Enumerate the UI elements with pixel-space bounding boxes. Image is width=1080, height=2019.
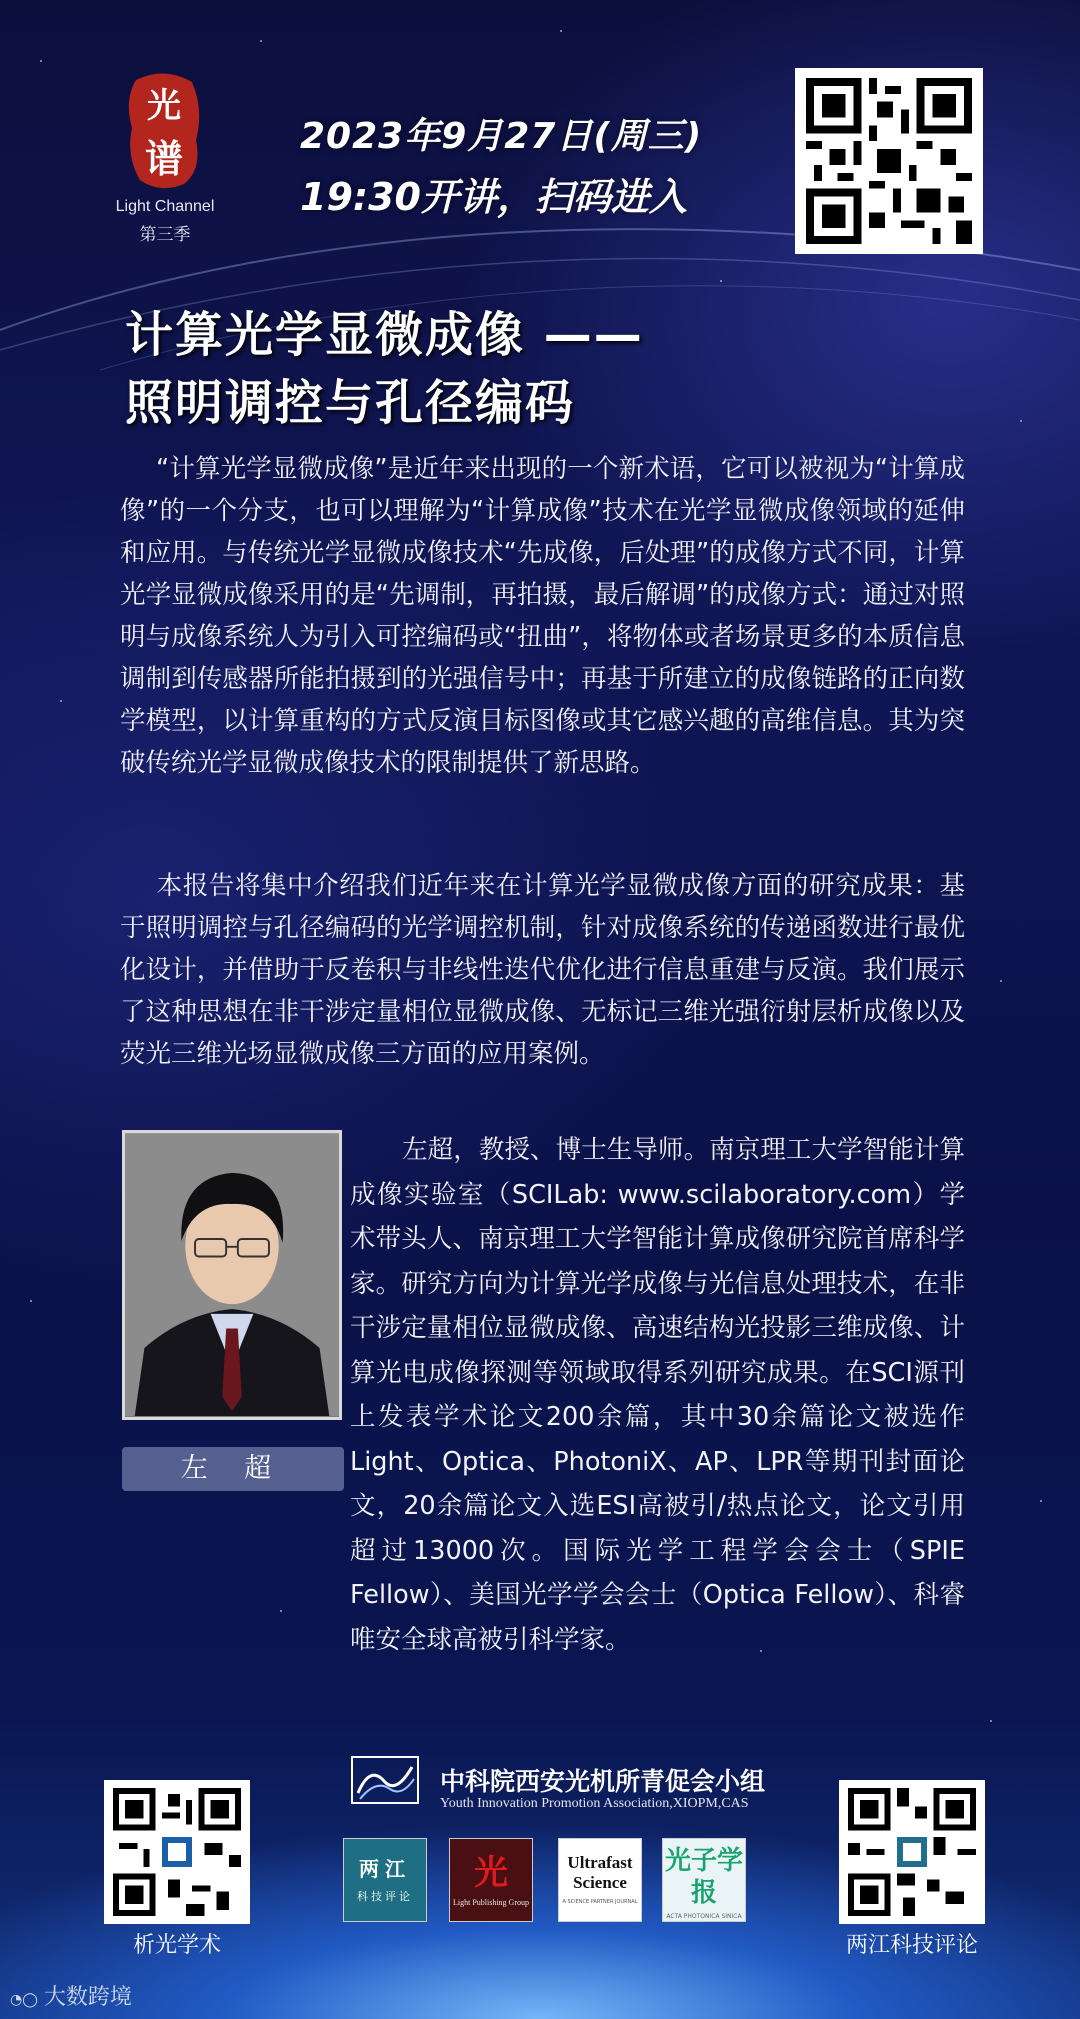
qr-code-liangjiang[interactable]	[839, 1780, 985, 1924]
qr-code-icon	[112, 1788, 242, 1916]
abstract-text-2: 本报告将集中介绍我们近年来在计算光学显微成像方面的研究成果：基于照明调控与孔径编码的光学调控机制，针对成像系统的传递函数进行最优化设计，并借助于反卷积与非线性迭代优化进行信息重建与反演。我们展示了这种思想在非干涉定量相位显微成像、无标记三维光强衍射层析成像以及荧光三维光场显微成像三方面的应用案例。	[120, 871, 965, 1069]
qr-label-left: 析光学术	[132, 1933, 221, 1958]
org-name-en: Youth Innovation Promotion Association,XIOPM,CAS	[440, 1796, 749, 1811]
watermark-logo-icon: ◔◯	[10, 1992, 38, 2008]
org-name-cn: 中科院西安光机所青促会小组	[440, 1767, 766, 1796]
abstract-text-1: “计算光学显微成像”是近年来出现的一个新术语，它可以被视为“计算成像”的一个分支，也可以理解为“计算成像”技术在光学显微成像领域的延伸和应用。与传统光学显微成像技术“先成像，后处理”的成像方式不同，计算光学显微成像采用的是“先调制，再拍摄，最后解调”的成像方式：通过对照明与成像系统人为引入可控编码或“扭曲”，将物体或者场景更多的本质信息调制到传感器所能拍摄到的光强信号中；再基于所建立的成像链路的正向数学模型，以计算重构的方式反演目标图像或其它感兴趣的高维信息。其为突破传统光学显微成像技术的限制提供了新思路。	[120, 454, 965, 778]
portrait-icon	[125, 1133, 339, 1417]
abstract-paragraph-1	[120, 448, 965, 784]
qr-code-xiguang[interactable]	[104, 1780, 250, 1924]
speaker-bio	[350, 1128, 965, 1662]
journal-1-subtitle: 科技评论	[357, 1890, 413, 1903]
abstract-paragraph-2	[120, 865, 965, 1075]
journal-logo-acta-photonica	[662, 1838, 746, 1922]
talk-title-line-2: 照明调控与孔径编码	[125, 375, 576, 431]
journal-1-title: 两江	[359, 1857, 411, 1881]
watermark-text: 大数跨境	[43, 1985, 132, 2010]
speaker-name: 左 超	[122, 1447, 344, 1491]
event-time: 19:30开讲，扫码进入	[300, 175, 687, 219]
journal-4-subtitle: ACTA PHOTONICA SINICA	[666, 1913, 742, 1920]
logo-english: Light Channel	[115, 198, 215, 215]
journal-logo-light	[449, 1838, 533, 1922]
logo-char-2: 谱	[144, 136, 183, 181]
light-channel-logo	[110, 70, 220, 245]
journal-logo-liangjiang	[343, 1838, 427, 1922]
logo-char-1: 光	[147, 86, 181, 126]
event-date: 2023年9月27日(周三)	[300, 116, 703, 157]
talk-title-line-1: 计算光学显微成像 ——	[125, 307, 644, 363]
qr-label-right: 两江科技评论	[845, 1933, 978, 1958]
event-qr-code[interactable]	[795, 68, 983, 254]
journal-3-subtitle: A SCIENCE PARTNER JOURNAL	[562, 1899, 638, 1905]
qr-code-icon	[805, 78, 973, 244]
logo-season: 第三季	[139, 225, 191, 245]
journal-4-title: 光子学报	[664, 1846, 743, 1908]
org-logo-icon	[350, 1755, 420, 1805]
qr-code-icon	[847, 1788, 977, 1916]
journal-2-title: 光	[474, 1853, 508, 1893]
journal-3-title: Ultrafast Science	[567, 1853, 633, 1892]
speaker-photo	[122, 1130, 342, 1420]
speaker-bio-text: 左超，教授、博士生导师。南京理工大学智能计算成像实验室（SCILab: www.scilaboratory.com）学术带头人、南京理工大学智能计算成像研究院首席科学家。研究方向为计算光学成像与光信息处理技术，在非干涉定量相位显微成像、高速结构光投影三维成像、计算光电成像探测等领域取得系列研究成果。在SCI源刊上发表学术论文200余篇，其中30余篇论文被选作Light、Optica、PhotoniX、AP、LPR等期刊封面论文，20余篇论文入选ESI高被引/热点论文，论文引用超过13000次。国际光学工程学会会士（SPIE Fellow）、美国光学学会会士（Optica Fellow）、科睿唯安全球高被引科学家。	[350, 1135, 965, 1655]
journal-logo-ultrafast-science	[558, 1838, 642, 1922]
journal-2-subtitle: Light Publishing Group	[452, 1898, 529, 1907]
watermark	[10, 1980, 132, 2011]
